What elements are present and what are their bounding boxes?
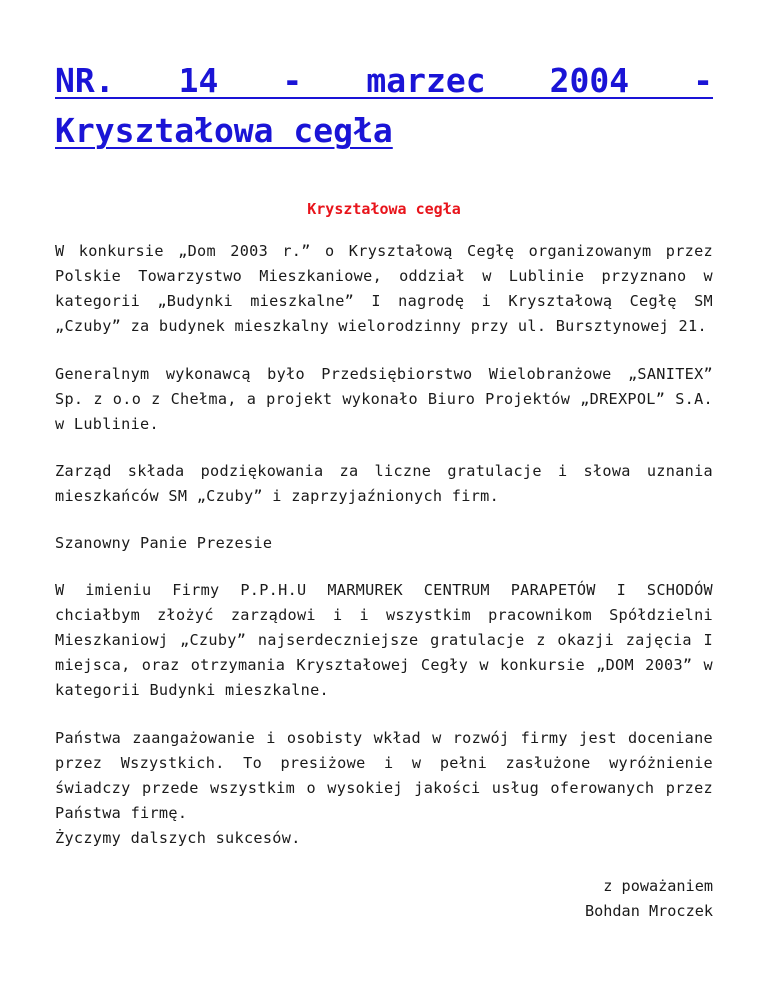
article-title-line2: Kryształowa cegła <box>55 111 393 150</box>
paragraph-appreciation: Państwa zaangażowanie i osobisty wkład w rozwój firmy jest doceniane przez Wszystkich. To presiżowe i w pełni zasłużone wyróżnienie świadczy przede wszystkim o wysokiej jakości usług oferowanych przez Państwa firmę. <box>55 729 713 822</box>
letter-salutation: Szanowny Panie Prezesie <box>55 534 273 552</box>
signature-name: Bohdan Mroczek <box>584 902 713 920</box>
signature-greeting: z poważaniem <box>603 877 713 895</box>
paragraph-contractor: Generalnym wykonawcą było Przedsiębiorstwo Wielobranżowe „SANITEX” Sp. z o.o z Chełma, a projekt wykonało Biuro Projektów „DREXPOL” S.A. w Lublinie. <box>55 365 713 433</box>
closing-wish: Życzymy dalszych sukcesów. <box>55 829 301 847</box>
paragraph-competition: W konkursie „Dom 2003 r.” o Kryształową Cegłę organizowanym przez Polskie Towarzystwo Mieszkaniowe, oddział w Lublinie przyznano w kategorii „Budynki mieszkalne” I nagrodę i Kryształową Cegłę SM „Czuby” za budynek mieszkalny wielorodzinny przy ul. Bursztynowej 21. <box>55 242 713 335</box>
article-title-line1: NR. 14 - marzec 2004 - <box>55 61 713 100</box>
paragraph-congratulations: W imieniu Firmy P.P.H.U MARMUREK CENTRUM PARAPETÓW I SCHODÓW chciałbym złożyć zarządowi i i wszystkim pracownikom Spółdzielni Mieszkaniowj „Czuby” najserdeczniejsze gratulacje z okazji zajęcia I miejsca, oraz otrzymania Kryształowej Cegły w konkursie „DOM 2003” w kategorii Budynki mieszkalne. <box>55 581 713 699</box>
article-subtitle: Kryształowa cegła <box>307 200 461 218</box>
article-title-link[interactable] <box>55 56 713 156</box>
signature-block <box>55 874 713 924</box>
paragraph-thanks: Zarząd składa podziękowania za liczne gratulacje i słowa uznania mieszkańców SM „Czuby” i zaprzyjaźnionych firm. <box>55 462 713 505</box>
